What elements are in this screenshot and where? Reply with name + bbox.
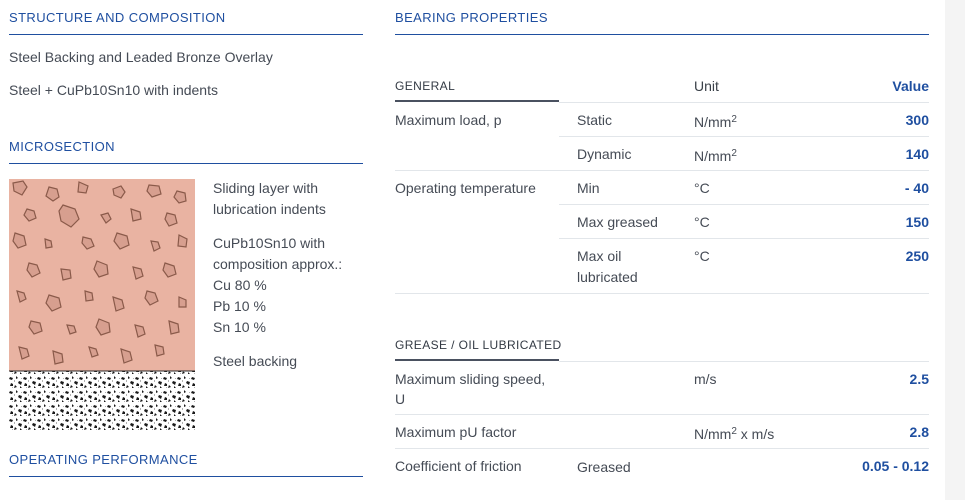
operating-performance-heading: OPERATING PERFORMANCE xyxy=(9,452,198,467)
cell-max-oil-1: Max oil xyxy=(577,248,622,264)
structure-line-1: Steel Backing and Leaded Bronze Overlay xyxy=(9,49,273,65)
row-divider-pu xyxy=(395,448,929,449)
cell-max-greased: Max greased xyxy=(577,214,658,230)
page-margin-strip xyxy=(945,0,965,500)
structure-heading-rule xyxy=(9,34,363,35)
row-label-pu-factor: Maximum pU factor xyxy=(395,424,517,440)
value-min-temp: - 40 xyxy=(904,180,929,196)
micro-label-comp-1: CuPb10Sn10 with xyxy=(213,235,326,251)
value-column-header: Value xyxy=(892,78,929,94)
value-dynamic-load: 140 xyxy=(905,146,929,162)
micro-label-comp-2: composition approx.: xyxy=(213,256,343,272)
value-friction: 0.05 - 0.12 xyxy=(862,458,929,474)
microsection-heading-rule xyxy=(9,163,363,164)
grease-header-divider xyxy=(559,361,929,362)
structure-line-2: Steel + CuPb10Sn10 with indents xyxy=(9,82,218,98)
structure-composition-heading: STRUCTURE AND COMPOSITION xyxy=(9,10,226,25)
operating-heading-rule xyxy=(9,476,363,477)
micro-label-sliding-2: lubrication indents xyxy=(213,201,326,217)
value-max-oil-temp: 250 xyxy=(905,248,929,264)
cell-unit-nmm2-dynamic: $N/mm^2$ xyxy=(694,148,737,164)
row-label-sliding-speed-1: Maximum sliding speed, xyxy=(395,371,546,387)
value-sliding-speed: 2.5 xyxy=(909,371,929,387)
microsection-image xyxy=(9,179,195,432)
cell-unit-ms: m/s xyxy=(694,371,717,387)
row-divider-load xyxy=(395,170,929,171)
row-divider-min xyxy=(559,204,929,205)
cell-unit-degc-min: °C xyxy=(694,180,710,196)
bearing-properties-heading: BEARING PROPERTIES xyxy=(395,10,548,25)
value-pu-factor: 2.8 xyxy=(909,424,929,440)
cell-min: Min xyxy=(577,180,600,196)
row-label-sliding-speed-2: U xyxy=(395,391,406,407)
micro-label-steel: Steel backing xyxy=(213,353,298,369)
cell-static: Static xyxy=(577,112,613,128)
cell-unit-nmm2-static: $N/mm^2$ xyxy=(694,114,737,130)
cell-unit-degc-greased: °C xyxy=(694,214,710,230)
value-static-load: 300 xyxy=(905,112,929,128)
row-divider-temperature xyxy=(395,293,929,294)
header-row-divider xyxy=(559,102,929,103)
row-label-max-load: Maximum load, p xyxy=(395,112,502,128)
row-label-friction: Coefficient of friction xyxy=(395,458,522,474)
grease-oil-subheading: GREASE / OIL LUBRICATED xyxy=(395,338,562,352)
general-underline xyxy=(395,100,559,102)
grease-oil-underline xyxy=(395,359,559,361)
row-divider-speed xyxy=(395,414,929,415)
general-subheading: GENERAL xyxy=(395,79,456,93)
row-divider-greased xyxy=(559,238,929,239)
micro-label-pb: Pb 10 % xyxy=(213,298,266,314)
bearing-heading-rule xyxy=(395,34,929,35)
cell-dynamic: Dynamic xyxy=(577,146,632,162)
row-divider-static xyxy=(559,136,929,137)
unit-column-header: Unit xyxy=(694,78,719,94)
value-max-greased-temp: 150 xyxy=(905,214,929,230)
cell-unit-pu: $N/mm^2$ x m/s xyxy=(694,426,775,442)
cell-unit-degc-oil: °C xyxy=(694,248,710,264)
micro-label-cu: Cu 80 % xyxy=(213,277,267,293)
micro-label-sn: Sn 10 % xyxy=(213,319,266,335)
row-label-operating-temperature: Operating temperature xyxy=(395,180,536,196)
cell-max-oil-2: lubricated xyxy=(577,269,638,285)
micro-label-sliding-1: Sliding layer with xyxy=(213,180,319,196)
cell-greased: Greased xyxy=(577,459,631,475)
microsection-heading: MICROSECTION xyxy=(9,139,115,154)
